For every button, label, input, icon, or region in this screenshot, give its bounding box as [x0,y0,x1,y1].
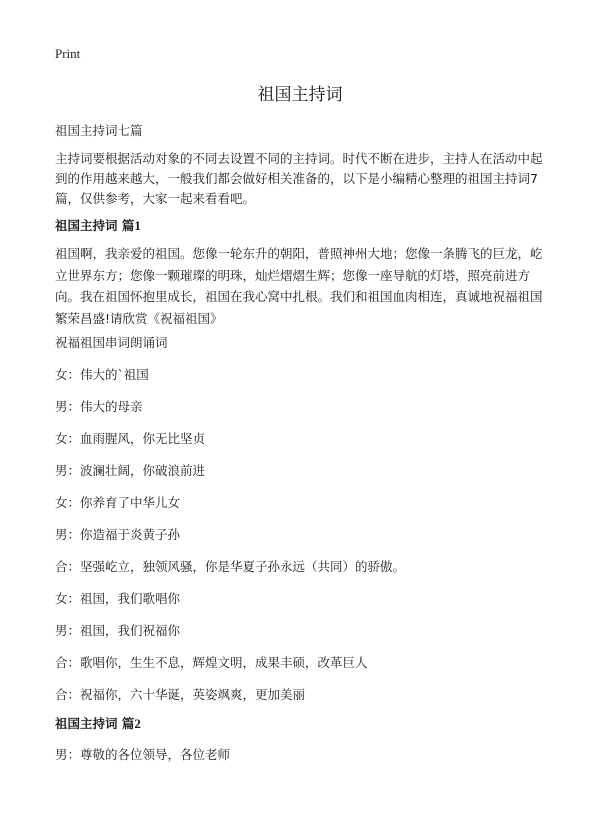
section-1-heading [55,216,141,234]
section-1-heading-text: 祖国主持词 篇 [55,218,135,233]
print-link[interactable]: Print [55,46,81,61]
section-1-line: 合：歌唱你，生生不息，辉煌文明，成果丰硕，改革巨人 [55,655,368,670]
section-2-heading [55,714,141,732]
document-subtitle: 祖国主持词七篇 [55,123,143,138]
section-1-line: 女：血雨腥风，你无比坚贞 [55,431,206,446]
section-1-paragraph: 祖国啊，我亲爱的祖国。您像一轮东升的朝阳，普照神州大地；您像一条腾飞的巨龙，屹立世界东方；您像一颗璀璨的明珠，灿烂熠熠生辉；您像一座导航的灯塔，照亮前进方向。我在祖国怀抱里成长，祖国在我心窝中扎根。我们和祖国血肉相连，真诚地祝福祖国繁荣昌盛!请欣赏《祝福祖国》 [55,246,543,326]
section-1-line: 合：祝福你，六十华诞，英姿飒爽，更加美丽 [55,687,306,702]
section-1-heading-number: 1 [134,218,141,233]
section-1-line: 男：祖国，我们祝福你 [55,623,181,638]
section-2-line: 男：尊敬的各位领导，各位老师 [55,747,231,762]
section-2-heading-number: 2 [134,716,141,731]
section-1-line: 男：你造福于炎黄子孙 [55,527,181,542]
section-1-line: 女：你养育了中华儿女 [55,495,181,510]
section-1-line: 男：波澜壮阔，你破浪前进 [55,463,206,478]
section-2-heading-text: 祖国主持词 篇 [55,716,135,731]
section-1-line: 女：伟大的`祖国 [55,367,149,382]
document-title: 祖国主持词 [257,85,343,105]
section-1-line: 男：伟大的母亲 [55,399,143,414]
section-1-line: 女：祖国，我们歌唱你 [55,591,181,606]
intro-paragraph: 主持词要根据活动对象的不同去设置不同的主持词。时代不断在进步，主持人在活动中起到的作用越来越大，一般我们都会做好相关准备的，以下是小编精心整理的祖国主持词7篇，仅供参考，大家一起来看看吧。 [55,151,543,206]
section-1-line: 合：坚强屹立，独领风骚，你是华夏子孙永远（共同）的骄傲。 [55,559,406,574]
section-1-line: 祝福祖国串词朗诵词 [55,335,168,350]
